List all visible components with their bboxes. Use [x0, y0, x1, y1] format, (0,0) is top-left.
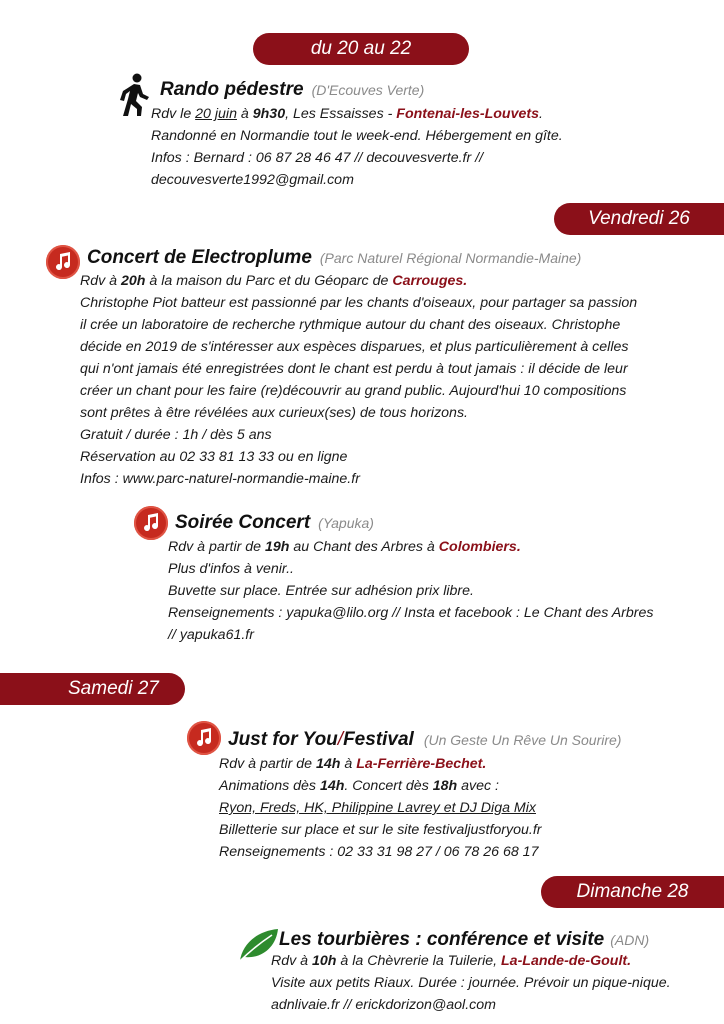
event-line: Visite aux petits Riaux. Durée : journée. Prévoir un pique-nique.: [271, 975, 671, 991]
event-line: Animations dès 14h. Concert dès 18h avec :: [219, 778, 499, 794]
event-line-infos: Infos : Bernard : 06 87 28 46 47 // decouvesverte.fr //: [151, 150, 484, 166]
event-line: qui n'ont jamais été enregistrées dont le chant est perdu à tout jamais : il décide de leur: [80, 361, 628, 377]
event-line-email: decouvesverte1992@gmail.com: [151, 172, 354, 188]
event-line-artists: Ryon, Freds, HK, Philippine Lavrey et DJ Diga Mix: [219, 800, 536, 816]
event-line: Réservation au 02 33 81 13 33 ou en ligne: [80, 449, 348, 465]
event-line-rdv: Rdv à 10h à la Chèvrerie la Tuilerie, La-Lande-de-Goult.: [271, 953, 632, 969]
event-organizer: (Un Geste Un Rêve Un Sourire): [423, 732, 622, 748]
music-note-icon: [134, 506, 168, 540]
event-rando-details: [151, 103, 563, 191]
event-line-rdv: Rdv à 20h à la maison du Parc et du Géoparc de Carrouges.: [80, 273, 468, 289]
event-electroplume-details: [80, 270, 637, 490]
event-line-infos: adnlivaie.fr // erickdorizon@aol.com: [271, 997, 496, 1013]
event-line-rdv: Rdv le 20 juin à 9h30, Les Essaisses - Fontenai-les-Louvets.: [151, 106, 543, 122]
event-line-infos: Renseignements : yapuka@lilo.org // Insta et facebook : Le Chant des Arbres: [168, 605, 654, 621]
section-header-du-20-au-22: du 20 au 22: [253, 33, 469, 65]
event-title: Just for You: [228, 729, 338, 750]
event-title: Rando pédestre: [160, 79, 304, 100]
event-line-rdv: Rdv à partir de 19h au Chant des Arbres à Colombiers.: [168, 539, 521, 555]
event-line-rdv: Rdv à partir de 14h à La-Ferrière-Bechet.: [219, 756, 487, 772]
walking-person-icon: [118, 73, 152, 122]
event-organizer: (Yapuka): [318, 515, 374, 531]
event-organizer: (ADN): [610, 932, 650, 948]
event-soiree-details: [168, 536, 654, 646]
event-title: Les tourbières : conférence et visite: [279, 929, 605, 950]
music-note-icon: [46, 245, 80, 279]
music-note-icon: [187, 721, 221, 755]
event-rando: [160, 79, 424, 101]
event-line: Christophe Piot batteur est passionné par les chants d'oiseaux, pour partager sa passion: [80, 295, 638, 311]
event-electroplume: [87, 247, 581, 269]
event-line: sont prêtes à être révélées aux curieux(ses) de tous horizons.: [80, 405, 468, 421]
event-just-for-you-details: [219, 753, 542, 863]
event-line-infos: Infos : www.parc-naturel-normandie-maine.fr: [80, 471, 360, 487]
event-title: Soirée Concert: [175, 512, 311, 533]
event-line: Gratuit / durée : 1h / dès 5 ans: [80, 427, 272, 443]
event-line: Randonné en Normandie tout le week-end. Hébergement en gîte.: [151, 128, 563, 144]
event-tourbieres-details: [271, 950, 671, 1016]
event-tourbieres: [279, 929, 649, 951]
event-line: Billetterie sur place et sur le site festivaljustforyou.fr: [219, 822, 542, 838]
event-line: il crée un laboratoire de recherche rythmique autour du chant des oiseaux. Christophe: [80, 317, 621, 333]
section-header-vendredi-26: Vendredi 26: [554, 203, 724, 235]
event-title-festival: Festival: [343, 729, 414, 750]
event-line-infos: Renseignements : 02 33 31 98 27 / 06 78 26 68 17: [219, 844, 539, 860]
section-header-samedi-27: Samedi 27: [0, 673, 185, 705]
event-line: créer un chant pour les faire (re)découvrir au grand public. Aujourd'hui 10 compositions: [80, 383, 627, 399]
event-organizer: (Parc Naturel Régional Normandie-Maine): [319, 250, 582, 266]
event-just-for-you: Just for You / Festival (Un Geste Un Rêve Un Sourire): [228, 729, 622, 750]
section-header-dimanche-28: Dimanche 28: [541, 876, 724, 908]
event-title: Concert de Electroplume: [87, 247, 312, 268]
event-line-infos: // yapuka61.fr: [168, 627, 254, 643]
event-line: Buvette sur place. Entrée sur adhésion prix libre.: [168, 583, 474, 599]
event-line: Plus d'infos à venir..: [168, 561, 294, 577]
event-line: décide en 2019 de s'intéresser aux espèces disparues, et plus particulièrement à celles: [80, 339, 629, 355]
event-organizer: (D'Ecouves Verte): [311, 82, 425, 98]
event-soiree-concert: [175, 512, 374, 534]
